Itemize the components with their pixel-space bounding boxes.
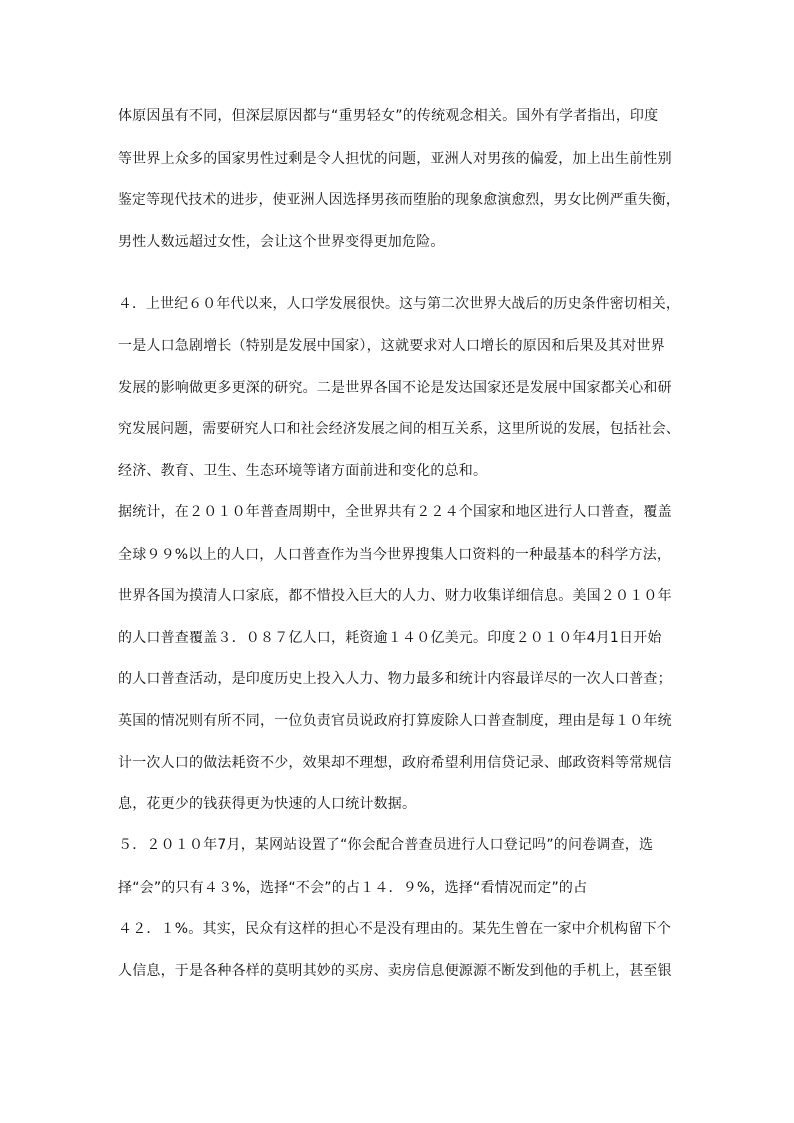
text-line: ４．上世纪６０年代以来，人口学发展很快。这与第二次世界大战后的历史条件密切相关， [118, 296, 680, 312]
text-line: 世界各国为摸清人口家底，都不惜投入巨大的人力、财力收集详细信息。美国２０１０年 [118, 588, 672, 604]
text-line: 计一次人口的做法耗资不少，效果却不理想，政府希望利用信贷记录、邮政资料等常规信 [118, 755, 672, 771]
text-line: ５．２０１０年7月，某网站设置了“你会配合普查员进行人口登记吗”的问卷调查，选 [118, 837, 654, 853]
text-line: 择“会”的只有４３%，选择“不会”的占１４．９%，选择“看情况而定”的占 [118, 880, 588, 896]
text-line: 全球９９%以上的人口，人口普查作为当今世界搜集人口资料的一种最基本的科学方法， [118, 547, 672, 563]
text-line: 经济、教育、卫生、生态环境等诸方面前进和变化的总和。 [118, 463, 488, 479]
text-line: 一是人口急剧增长（特别是发展中国家），这就要求对人口增长的原因和后果及其对世界 [118, 338, 665, 354]
text-line: 究发展问题，需要研究人口和社会经济发展之间的相互关系，这里所说的发展，包括社会、 [118, 421, 680, 437]
text-line: 男性人数远超过女性，会让这个世界变得更加危险。 [118, 234, 445, 250]
text-line: ４２．１%。其实，民众有这样的担心不是没有理由的。某先生曾在一家中介机构留下个 [118, 921, 672, 937]
text-line: 人信息，于是各种各样的莫明其妙的买房、卖房信息便源源不断发到他的手机上，甚至银 [118, 963, 672, 979]
text-line: 的人口普查覆盖３．０８７亿人口，耗资逾１４０亿美元。印度２０１０年4月1日开始 [118, 630, 662, 646]
text-line: 的人口普查活动，是印度历史上投入人力、物力最多和统计内容最详尽的一次人口普查； [118, 671, 672, 687]
text-line: 据统计，在２０１０年普查周期中，全世界共有２２４个国家和地区进行人口普查，覆盖 [118, 504, 672, 520]
text-line: 等世界上众多的国家男性过剩是令人担忧的问题，亚洲人对男孩的偏爱，加上出生前性别 [118, 151, 672, 167]
text-line: 体原因虽有不同，但深层原因都与“重男轻女”的传统观念相关。国外有学者指出，印度 [118, 108, 659, 124]
text-line: 息，花更少的钱获得更为快速的人口统计数据。 [118, 796, 417, 812]
text-line: 鉴定等现代技术的进步，使亚洲人因选择男孩而堕胎的现象愈演愈烈，男女比例严重失衡， [118, 192, 680, 208]
text-line: 发展的影响做更多更深的研究。二是世界各国不论是发达国家还是发展中国家都关心和研 [118, 380, 672, 396]
text-line: 英国的情况则有所不同，一位负责官员说政府打算废除人口普查制度，理由是每１０年统 [118, 713, 672, 729]
